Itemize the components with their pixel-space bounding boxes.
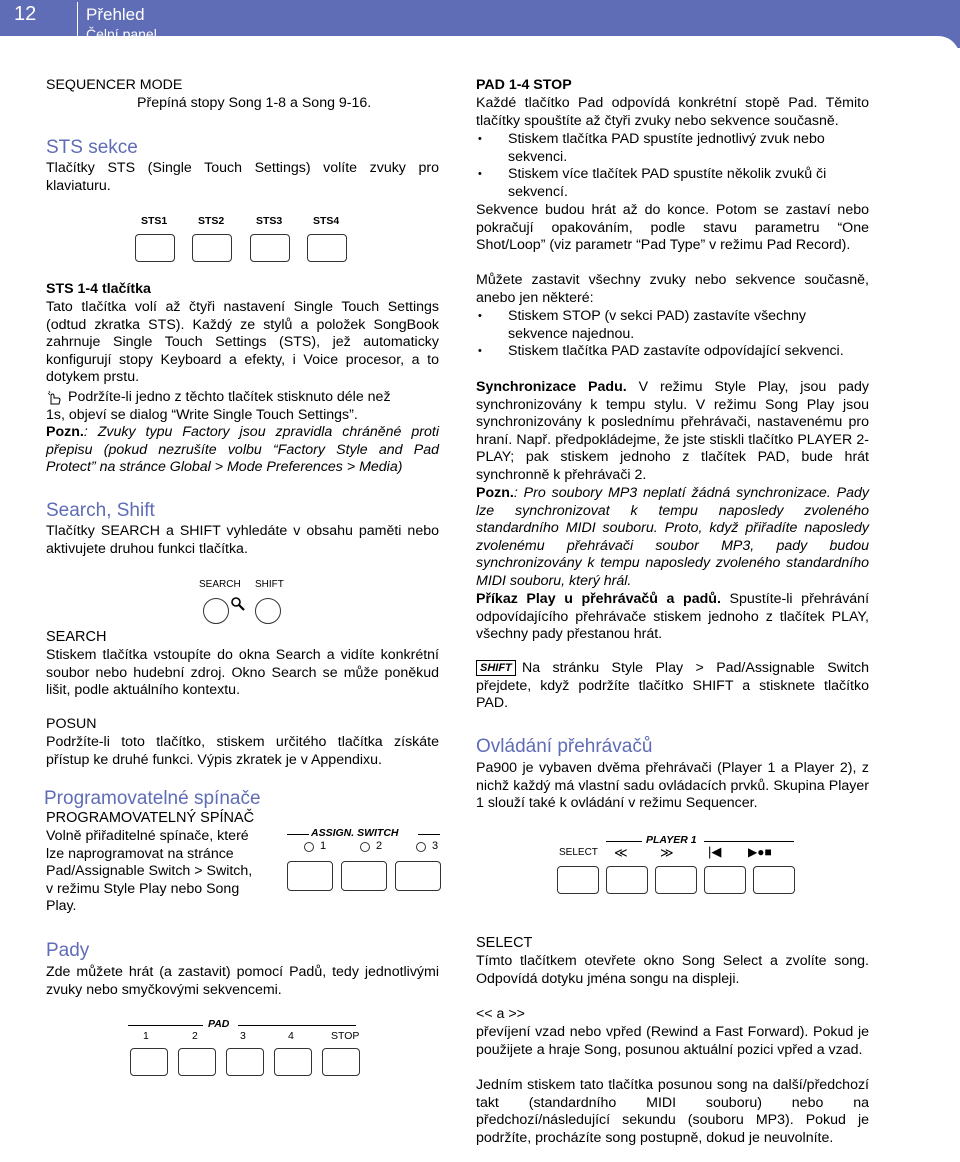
select-text: Tímto tlačítkem otevřete okno Song Select a zvolíte song. Odpovídá dotyku jména songu na displeji. — [476, 953, 869, 987]
prog-line: Pad/Assignable Switch > Switch, — [46, 863, 253, 880]
sts14-heading: STS 1-4 tlačítka — [46, 281, 151, 297]
pad-sync-paragraph — [476, 379, 869, 485]
assign-panel-line-right — [418, 834, 440, 835]
pad4-button[interactable] — [274, 1048, 312, 1076]
list-item: • Stiskem STOP (v sekci PAD) zastavíte všechny sekvence najednou. — [508, 308, 868, 343]
list-item: • Stiskem více tlačítek PAD spustíte několik zvuků či sekvencí. — [508, 166, 868, 201]
prog-heading: Programovatelné spínače — [44, 788, 261, 809]
player1-label: PLAYER 1 — [646, 834, 697, 846]
pad14-text3: Můžete zastavit všechny zvuky nebo sekvence současně, anebo jen některé: — [476, 272, 869, 306]
pad-panel-line-left — [128, 1025, 203, 1026]
prog-line: Volně přiřaditelné spínače, které — [46, 828, 249, 844]
play-label: Příkaz Play u přehrávačů a padů. — [476, 591, 721, 607]
sts3-button[interactable] — [250, 234, 290, 262]
play-stop-icon: ▶●■ — [748, 845, 772, 859]
fast-forward-button[interactable] — [655, 866, 697, 894]
rewind-icon: ≪ — [614, 845, 628, 860]
sequencer-mode-text: Přepíná stopy Song 1-8 a Song 9-16. — [137, 95, 372, 111]
list-item: • Stiskem tlačítka PAD zastavíte odpovídající sekvenci. — [508, 343, 868, 361]
sync-text: V režimu Style Play, jsou pady synchronizovány k tempu stylu. V režimu Song Play jsou synchronizovány k poslednímu přehrávači, nastavenému pro hraní. Např. předpokládejme, že jste stiskli tlačítko PLAYER 2-PLAY; pak stiskem jednoho z tlačítek PAD, bude hrát synchronně k přehrávači 2. — [476, 379, 869, 483]
note-label: Pozn. — [476, 485, 514, 501]
pad-stop-label: STOP — [331, 1030, 360, 1042]
home-button[interactable] — [704, 866, 746, 894]
sts4-button[interactable] — [307, 234, 347, 262]
assign-led-3 — [416, 842, 426, 852]
play-command-paragraph — [476, 591, 869, 644]
prog-line: lze naprogramovat na stránce — [46, 845, 234, 862]
rewind-button[interactable] — [606, 866, 648, 894]
sts4-label: STS4 — [313, 215, 340, 227]
pad14-title: PAD 1-4 STOP — [476, 77, 572, 93]
sequencer-mode-title: SEQUENCER MODE — [46, 77, 183, 93]
shift-badge: SHIFT — [476, 660, 516, 676]
assign-switch-2-button[interactable] — [341, 861, 387, 891]
assign-switch-3-button[interactable] — [395, 861, 441, 891]
pad14-bullets-1 — [476, 131, 868, 201]
pad-note-paragraph — [476, 485, 869, 591]
rew-text: převíjení vzad nebo vpřed (Rewind a Fast Forward). Pokud je použijete a hraje Song, posunou aktuální pozici vpřed a vzad. — [476, 1024, 869, 1058]
sts14-text: Tato tlačítka volí až čtyři nastavení Single Touch Settings (odtud zkratka STS). Každý ze stylů a položek SongBook zahrnuje Single Touch Settings (STS), jež automaticky konfigurují stopy Keyboard a efekty, i Voice procesor, a to dotykem prstu. — [46, 299, 439, 386]
search-label: SEARCH — [199, 579, 241, 590]
page-title: Přehled — [86, 5, 145, 24]
ovladani-text: Pa900 je vybaven dvěma přehrávači (Player 1 a Player 2), z nichž každý má vlastní sadu ovládacích prvků. Skupina Player 1 slouží také k ovládání v režimu Sequencer. — [476, 760, 869, 812]
pad14-text: Každé tlačítko Pad odpovídá konkrétní stopě Pad. Těmito tlačítky spouštíte až čtyři zvuky nebo sekvence současně. — [476, 95, 869, 129]
fast-forward-icon: ≫ — [660, 845, 674, 860]
sts-section-heading: STS sekce — [46, 137, 138, 158]
pad1-button[interactable] — [130, 1048, 168, 1076]
posun-subtitle: POSUN — [46, 716, 97, 732]
pad2-label: 2 — [192, 1030, 198, 1042]
sts-section-text: Tlačítky STS (Single Touch Settings) volíte zvuky pro klaviaturu. — [46, 160, 439, 194]
sts3-label: STS3 — [256, 215, 283, 227]
search-shift-text: Tlačítky SEARCH a SHIFT vyhledáte v obsahu paměti nebo aktivujete druhou funkci tlačítka. — [46, 523, 439, 557]
player-panel-line-right — [704, 841, 794, 842]
pad-panel-line-right — [238, 1025, 356, 1026]
assign-switch-1-button[interactable] — [287, 861, 333, 891]
prog-subheading: PROGRAMOVATELNÝ SPÍNAČ — [46, 810, 255, 826]
pad3-button[interactable] — [226, 1048, 264, 1076]
pad14-text2: Sekvence budou hrát až do konce. Potom se zastaví nebo pokračují opakováním, podle stavu parametru “One Shot/Loop” (viz parametr “Pad Type” v režimu Pad Record). — [476, 202, 869, 254]
shift-shortcut-text: Na stránku Style Play > Pad/Assignable Switch přejdete, když podržíte tlačítko SHIFT a stisknete tlačítko PAD. — [476, 660, 869, 712]
search-shift-heading: Search, Shift — [46, 500, 155, 521]
rew-text2: Jedním stiskem tato tlačítka posunou song na další/předchozí takt (standardního MIDI souboru) nebo na předchozí/následující sekundu (souboru MP3). Pokud je podržíte, procházíte song postupně, dokud je neuvolníte. — [476, 1077, 869, 1146]
assign-num-2: 2 — [376, 840, 383, 852]
sts1-button[interactable] — [135, 234, 175, 262]
assign-led-1 — [304, 842, 314, 852]
shift-label: SHIFT — [255, 579, 284, 590]
home-icon: |◀ — [708, 844, 722, 859]
pady-heading: Pady — [46, 940, 90, 961]
assign-num-3: 3 — [432, 840, 439, 852]
select-title: SELECT — [476, 935, 533, 951]
assign-panel-line-left — [287, 834, 309, 835]
select-button[interactable] — [557, 866, 599, 894]
assign-num-1: 1 — [320, 840, 327, 852]
sts1-label: STS1 — [141, 215, 168, 227]
pad14-bullets-2 — [476, 308, 868, 361]
page-header — [0, 0, 960, 58]
sts2-label: STS2 — [198, 215, 225, 227]
sts14-hint-line2: 1s, objeví se dialog “Write Single Touch Settings”. — [46, 407, 358, 423]
sts14-note — [46, 424, 439, 477]
pad4-label: 4 — [288, 1030, 294, 1042]
search-subtitle: SEARCH — [46, 629, 107, 645]
pad1-label: 1 — [143, 1030, 149, 1042]
note-label: Pozn. — [46, 424, 84, 440]
select-label: SELECT — [559, 847, 598, 858]
sts2-button[interactable] — [192, 234, 232, 262]
sts14-hint-line1: Podržíte-li jedno z těchto tlačítek stisknuto déle než — [68, 389, 391, 405]
prog-text — [46, 828, 286, 916]
prog-line: v režimu Style Play nebo Song — [46, 880, 240, 897]
player-panel-line-left — [606, 841, 642, 842]
pad3-label: 3 — [240, 1030, 246, 1042]
note-text: : Pro soubory MP3 neplatí žádná synchronizace. Pady lze synchronizovat k tempu naposledy zvoleného standardního MIDI souboru. Proto, když přiřadíte naposledy zvolenému přehrávači soubor MP3, pady budou synchronizovány k tempu naposledy zvoleného standardního MIDI souboru, který hrál. — [476, 485, 869, 589]
prog-line: Play. — [46, 898, 77, 915]
magnifier-icon — [230, 596, 246, 612]
hand-pointer-icon — [46, 390, 62, 406]
pady-text: Zde můžete hrát (a zastavit) pomocí Padů, tedy jednotlivými zvuky nebo smyčkovými sekvencemi. — [46, 964, 439, 998]
page-number: 12 — [14, 3, 37, 25]
search-button[interactable] — [203, 598, 229, 624]
posun-text: Podržíte-li toto tlačítko, stiskem určitého tlačítka získáte přístup ke druhé funkci. Výpis zkratek je v Appendixu. — [46, 734, 439, 768]
shift-button[interactable] — [255, 598, 281, 624]
assign-led-2 — [360, 842, 370, 852]
page-subtitle: Čelní panel — [86, 26, 157, 42]
pad-stop-button[interactable] — [322, 1048, 360, 1076]
sync-label: Synchronizace Padu. — [476, 379, 627, 395]
search-text: Stiskem tlačítka vstoupíte do okna Search a vidíte konkrétní soubor nebo hudební zdroj. Okno Search se může poněkud lišit, podle aktuálního kontextu. — [46, 647, 439, 699]
ovladani-heading: Ovládání přehrávačů — [476, 736, 653, 757]
list-item: • Stiskem tlačítka PAD spustíte jednotlivý zvuk nebo sekvenci. — [508, 131, 868, 166]
pad2-button[interactable] — [178, 1048, 216, 1076]
rew-title: << a >> — [476, 1006, 525, 1022]
header-divider — [77, 2, 78, 42]
play-text: Spustíte-li přehrávání odpovídajícího přehrávače stiskem jednoho z tlačítek PLAY, všechny pady přestanou hrát. — [476, 591, 870, 643]
play-stop-button[interactable] — [753, 866, 795, 894]
note-text: : Zvuky typu Factory jsou zpravidla chráněné proti přepisu (pokud nezrušíte volbu “Factory Style and Pad Protect” na stránce Global > Mode Preferences > Media) — [46, 424, 439, 476]
pad-panel-label: PAD — [208, 1018, 230, 1030]
assign-switch-label: ASSIGN. SWITCH — [311, 827, 399, 839]
